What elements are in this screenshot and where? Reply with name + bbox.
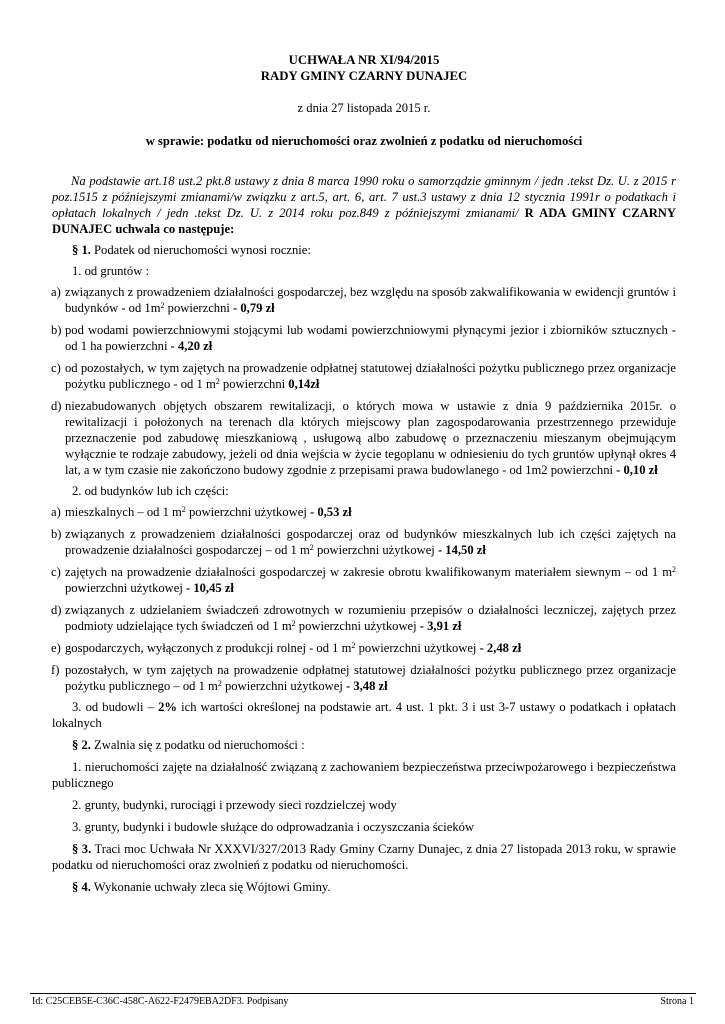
item-text: powierzchni użytkowej xyxy=(221,679,347,693)
document-body xyxy=(52,48,676,895)
preamble xyxy=(52,173,676,237)
tax-amount: - 0,10 zł xyxy=(616,463,658,477)
land-item-a xyxy=(52,284,676,316)
item-sup: 2 xyxy=(217,679,222,688)
section-2-intro xyxy=(52,737,676,753)
land-item-d xyxy=(52,398,676,478)
section-2-text: Zwalnia się z podatku od nieruchomości : xyxy=(90,738,305,752)
item-label: c) xyxy=(51,361,61,375)
item-text: powierzchni użytkowej xyxy=(313,543,438,557)
item-label: c) xyxy=(51,565,61,579)
item-text: powierzchni użytkowej xyxy=(185,505,310,519)
item-text: związanych z udzielaniem świadczeń zdrowotnych w rozumieniu przepisów o działalności leczniczej, zajętych przez podmioty udzielające tych świadczeń od 1 m xyxy=(65,603,676,633)
council-name: RADY GMINY CZARNY DUNAJEC xyxy=(260,69,468,83)
item-label: a) xyxy=(51,505,61,519)
building-item-b xyxy=(52,526,676,558)
item-sup: 2 xyxy=(160,301,165,310)
section-4 xyxy=(52,879,676,895)
item-label: a) xyxy=(51,285,61,299)
preamble-decision: R ADA GMINY CZARNY DUNAJEC uchwala co następuje: xyxy=(52,206,676,236)
exemption-3: 3. grunty, budynki i budowle służące do odprowadzania i oczyszczania ścieków xyxy=(72,820,475,834)
land-heading: 1. od gruntów : xyxy=(72,264,149,278)
building-item-f xyxy=(52,662,676,694)
item-text: powierzchni xyxy=(164,301,234,315)
preamble-legal-basis: Na podstawie art.18 ust.2 pkt.8 ustawy z dnia 8 marca 1990 roku o samorządzie gminnym / jedn .tekst Dz. U. z 2015 r poz.1515 z późniejszymi zmianami/w związku z art.5, art. 6, art. 7 ust.3 ustawy z dnia 12 stycznia 1991r o podatkach i opłatach lokalnych / jedn .tekst Dz. U. z 2014 roku poz.849 z późniejszymi zmianami/ xyxy=(52,174,676,220)
section-3-text: Traci moc Uchwała Nr XXXVI/327/2013 Rady Gminy Czarny Dunajec, z dnia 27 listopada 2013 roku, w sprawie podatku od nieruchomości oraz zwolnień z podatku od nieruchomości. xyxy=(52,842,676,872)
section-4-mark: § 4. xyxy=(72,880,91,894)
tax-amount: - 4,20 zł xyxy=(170,339,213,353)
item-text: mieszkalnych – od 1 m xyxy=(65,505,182,519)
item-label: b) xyxy=(51,527,62,541)
tax-amount: - 3,48 zł xyxy=(346,679,388,693)
item-text: 3. od budowli – xyxy=(72,700,159,714)
resolution-subject: w sprawie: podatku od nieruchomości oraz zwolnień z podatku od nieruchomości xyxy=(145,134,583,148)
page-number: Strona 1 xyxy=(660,996,694,1007)
item-text: niezabudowanych objętych obszarem rewitalizacji, o których mowa w ustawie z dnia 9 października 2015r. o rewitalizacji i położonych na terenach dla których miejscowy plan zagospodarowania przestrzennego przewiduje przeznaczenie pod zabudowę mieszkaniową , usługową albo zabudowę o przeznaczeniu mieszanym obejmującym wyłącznie te rodzaje zabudowy, jeżeli od dnia wejścia w życie tegoplanu w odniesieniu do tych gruntów upłynął okres 4 lat, a w tym czasie nie zakończono budowy zgodnie z przepisami prawa budowlanego - od 1m2 powierzchni xyxy=(65,399,676,477)
item-text: związanych z prowadzeniem działalności gospodarczej, bez względu na sposób zakwalifikowania w ewidencji gruntów i budynków - od 1m xyxy=(65,285,676,315)
item-text: powierzchni użytkowej xyxy=(355,641,480,655)
resolution-number: UCHWAŁA NR XI/94/2015 xyxy=(288,53,440,67)
item-sup: 2 xyxy=(351,641,356,650)
item-text: ich wartości określonej na podstawie art. 4 ust. 1 pkt. 3 i ust 3-7 ustawy o podatkach i opłatach lokalnych xyxy=(52,700,676,730)
section-3 xyxy=(52,841,676,873)
item-sup: 2 xyxy=(215,377,220,386)
tax-amount: - 0,53 zł xyxy=(309,505,352,519)
building-item-a xyxy=(52,504,676,520)
item-label: d) xyxy=(51,399,62,413)
item-label: f) xyxy=(51,663,60,677)
item-text: pozostałych, w tym zajętych na prowadzenie odpłatnej statutowej działalności pożytku publicznego przez organizacje pożytku publicznego – od 1 m xyxy=(65,663,676,693)
section-3-mark: § 3. xyxy=(72,842,92,856)
section-1-mark: § 1. xyxy=(72,243,91,257)
building-item-e xyxy=(52,640,676,656)
item-sup: 2 xyxy=(672,565,676,574)
section-1-text: Podatek od nieruchomości wynosi rocznie: xyxy=(90,243,311,257)
section-4-text: Wykonanie uchwały zleca się Wójtowi Gminy. xyxy=(90,880,331,894)
exemption-2: 2. grunty, budynki, rurociągi i przewody sieci rozdzielczej wody xyxy=(72,798,397,812)
tax-amount: - 0,79 zł xyxy=(233,301,275,315)
section-1-intro xyxy=(52,242,676,258)
buildings-heading: 2. od budynków lub ich części: xyxy=(72,484,229,498)
item-text: powierzchni użytkowej xyxy=(295,619,420,633)
page-footer xyxy=(32,996,694,1008)
building-item-c xyxy=(52,564,676,596)
land-item-c xyxy=(52,360,676,392)
item-text: powierzchni xyxy=(219,377,289,391)
item-sup: 2 xyxy=(309,543,314,552)
item-text: pod wodami powierzchniowymi stojącymi lub wodami powierzchniowymi płynącymi jezior i zbiorników sztucznych - od 1 ha powierzchni xyxy=(65,323,676,353)
item-text: powierzchni użytkowej xyxy=(65,581,186,595)
item-label: d) xyxy=(51,603,62,617)
building-item-d xyxy=(52,602,676,634)
tax-amount: - 2,48 zł xyxy=(479,641,522,655)
item-label: e) xyxy=(51,641,61,655)
tax-amount: - 14,50 zł xyxy=(437,543,486,557)
tax-amount: - 3,91 zł xyxy=(419,619,462,633)
section-2-mark: § 2. xyxy=(72,738,91,752)
structures-item xyxy=(52,699,676,731)
item-text: zajętych na prowadzenie działalności gospodarczej w zakresie obrotu kwalifikowanym materiałem siewnym – od 1 m xyxy=(65,565,672,579)
item-label: b) xyxy=(51,323,62,337)
tax-rate: 2% xyxy=(158,700,177,714)
item-text: od pozostałych, w tym zajętych na prowadzenie odpłatnej statutowej działalności pożytku publicznego przez organizacje pożytku publicznego - od 1 m xyxy=(65,361,676,391)
footer-divider xyxy=(30,993,696,994)
resolution-date: z dnia 27 listopada 2015 r. xyxy=(297,101,431,115)
item-sup: 2 xyxy=(291,619,296,628)
tax-amount: 0,14zł xyxy=(288,377,320,391)
item-sup: 2 xyxy=(181,505,186,514)
tax-amount: - 10,45 zł xyxy=(186,581,234,595)
item-text: gospodarczych, wyłączonych z produkcji rolnej - od 1 m xyxy=(65,641,352,655)
item-text: związanych z prowadzeniem działalności gospodarczej oraz od budynków mieszkalnych lub ich części zajętych na prowadzenie działalności gospodarczej – od 1 m xyxy=(65,527,676,557)
exemption-1: 1. nieruchomości zajęte na działalność związaną z zachowaniem bezpieczeństwa przeciwpożarowego i bezpieczeństwa publicznego xyxy=(52,760,676,790)
land-item-b xyxy=(52,322,676,354)
document-id: Id: C25CEB5E-C36C-458C-A622-F2479EBA2DF3. Podpisany xyxy=(32,996,289,1007)
